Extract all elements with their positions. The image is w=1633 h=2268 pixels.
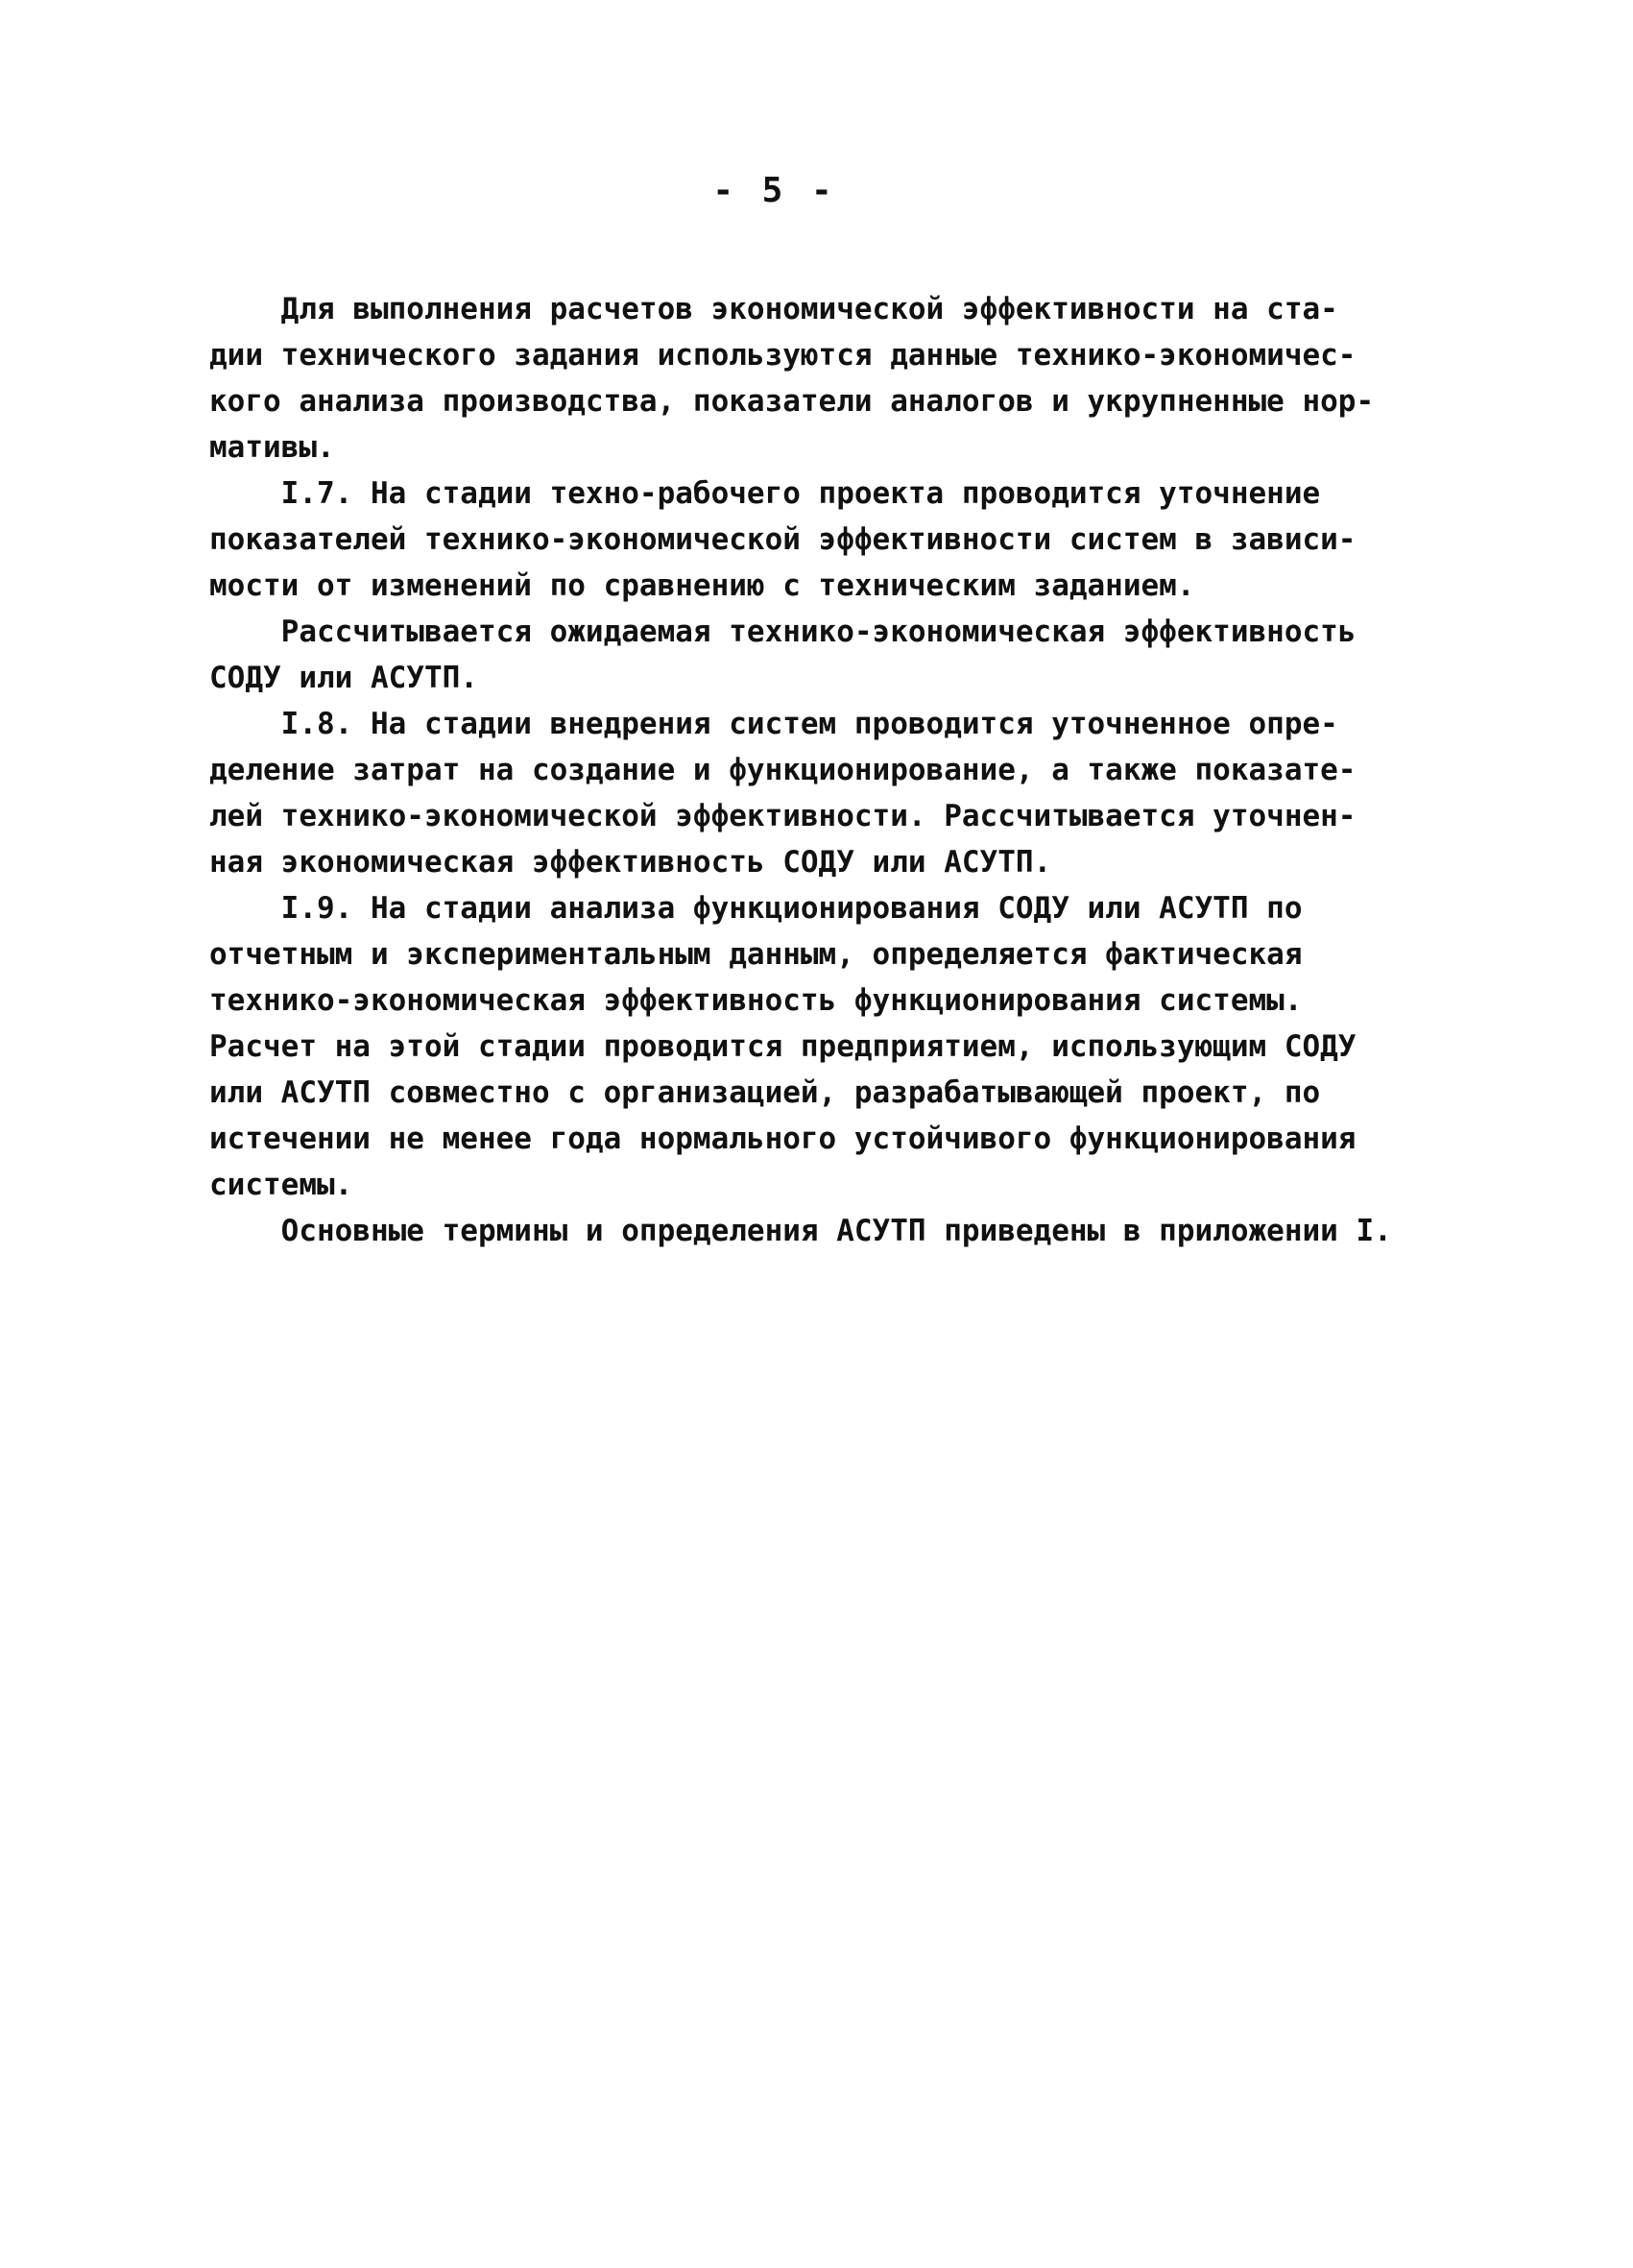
text-line: или АСУТП совместно с организацией, разрабатывающей проект, по <box>209 1075 1321 1110</box>
text-line: лей технико-экономической эффективности. Рассчитывается уточнен- <box>209 799 1357 833</box>
text-line: ная экономическая эффективность СОДУ или АСУТП. <box>209 845 1052 880</box>
text-line: технико-экономическая эффективность функционирования системы. <box>209 983 1303 1018</box>
text-line: деление затрат на создание и функционирование, а также показате- <box>209 753 1357 787</box>
text-line: мости от изменений по сравнению с техническим заданием. <box>209 568 1195 603</box>
page-number: - 5 - <box>712 171 836 210</box>
text-line: СОДУ или АСУТП. <box>209 661 478 695</box>
text-line: истечении не менее года нормального устойчивого функционирования <box>209 1122 1357 1156</box>
body-text <box>209 286 1477 1254</box>
text-line: Для выполнения расчетов экономической эффективности на ста- <box>209 292 1338 326</box>
text-line: Рассчитывается ожидаемая технико-экономическая эффективность <box>209 615 1357 649</box>
text-line: мативы. <box>209 430 335 465</box>
text-line: I.9. На стадии анализа функционирования СОДУ или АСУТП по <box>209 891 1303 926</box>
text-line: Расчет на этой стадии проводится предприятием, использующим СОДУ <box>209 1029 1357 1064</box>
text-line: кого анализа производства, показатели аналогов и укрупненные нор- <box>209 384 1375 419</box>
text-line: дии технического задания используются данные технико-экономичес- <box>209 338 1357 373</box>
text-line: I.8. На стадии внедрения систем проводится уточненное опре- <box>209 707 1338 741</box>
text-line: системы. <box>209 1168 353 1202</box>
text-line: отчетным и экспериментальным данным, определяется фактическая <box>209 937 1303 972</box>
text-line: показателей технико-экономической эффективности систем в зависи- <box>209 522 1357 557</box>
text-line: I.7. На стадии техно-рабочего проекта проводится уточнение <box>209 476 1321 511</box>
text-line: Основные термины и определения АСУТП приведены в приложении I. <box>209 1214 1392 1248</box>
